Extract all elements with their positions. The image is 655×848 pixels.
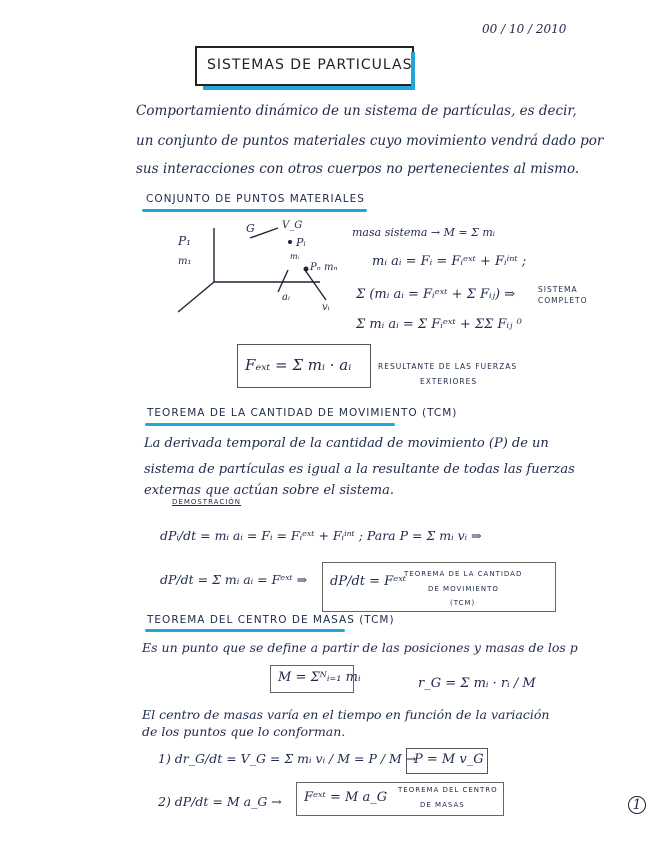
- s3-eq-a: 1) dr_G/dt = V_G = Σ mᵢ vᵢ / M = P / M →: [158, 751, 417, 766]
- s3-note-2: DE MASAS: [420, 801, 465, 809]
- s3-eq-mass: M = Σᴺᵢ₌₁ mᵢ: [278, 670, 361, 685]
- s2-note-1: TEOREMA DE LA CANTIDAD: [404, 570, 523, 578]
- s2-text-2: sistema de partículas es igual a la resultante de todas las fuerzas: [144, 462, 575, 477]
- s1-eq4: Σ mᵢ aᵢ = Σ Fᵢᵉˣᵗ + ΣΣ Fᵢⱼ ⁰: [356, 317, 522, 332]
- section3-heading: TEOREMA DEL CENTRO DE MASAS (TCM): [147, 614, 395, 626]
- s3-text2-1: El centro de masas varía en el tiempo en función de la variación: [142, 707, 550, 722]
- intro-line-2: un conjunto de puntos materiales cuyo movimiento vendrá dado por: [136, 133, 604, 149]
- label-pi: Pᵢ: [296, 236, 306, 249]
- s2-demo-label: DEMOSTRACIÓN: [172, 498, 242, 506]
- section2-underline: [145, 423, 395, 426]
- s3-eq-b: 2) dP/dt = M a_G →: [158, 794, 282, 809]
- s2-text-3: externas que actúan sobre el sistema.: [144, 483, 394, 498]
- page-title: SISTEMAS DE PARTICULAS: [207, 57, 413, 73]
- date: 00 / 10 / 2010: [482, 22, 567, 36]
- s2-eq2: dP/dt = Σ mᵢ aᵢ = Fᵉˣᵗ ⇒: [160, 572, 308, 587]
- s1-eq1: masa sistema → M = Σ mᵢ: [352, 226, 496, 239]
- label-pn: Pₙ mₙ: [310, 262, 338, 273]
- s1-eq2: mᵢ aᵢ = Fᵢ = Fᵢᵉˣᵗ + Fᵢⁱⁿᵗ ;: [372, 254, 527, 269]
- s1-note-1: RESULTANTE DE LAS FUERZAS: [378, 362, 518, 371]
- s3-eq-b-boxed: Fᵉˣᵗ = M a_G: [304, 790, 388, 805]
- s2-note-3: (TCM): [450, 599, 476, 607]
- s2-eq1: dPᵢ/dt = mᵢ aᵢ = Fᵢ = Fᵢᵉˣᵗ + Fᵢⁱⁿᵗ ; Para P = Σ mᵢ vᵢ ⇒: [160, 528, 482, 543]
- s1-eq3-note: SISTEMA COMPLETO: [538, 285, 588, 305]
- intro-line-3: sus interacciones con otros cuerpos no pertenecientes al mismo.: [136, 161, 580, 177]
- section2-heading: TEOREMA DE LA CANTIDAD DE MOVIMIENTO (TCM): [147, 407, 458, 419]
- s3-text-1: Es un punto que se define a partir de las posiciones y masas de los p: [142, 640, 578, 655]
- label-ai: aᵢ: [282, 292, 290, 303]
- s1-boxed-text: Fₑₓₜ = Σ mᵢ · aᵢ: [245, 356, 352, 374]
- s2-boxed-text: dP/dt = Fᵉˣᵗ: [330, 574, 407, 589]
- section1-heading: CONJUNTO DE PUNTOS MATERIALES: [146, 193, 365, 205]
- s1-eq3: Σ (mᵢ aᵢ = Fᵢᵉˣᵗ + Σ Fᵢⱼ) ⇒: [356, 287, 516, 302]
- intro-line-1: Comportamiento dinámico de un sistema de partículas, es decir,: [136, 103, 577, 119]
- section3-underline: [145, 629, 345, 632]
- label-vg: V_G: [282, 220, 303, 231]
- s3-text2-2: de los puntos que lo conforman.: [142, 724, 346, 739]
- s2-note-2: DE MOVIMIENTO: [428, 585, 499, 593]
- page-number: 1: [628, 796, 646, 814]
- s2-text-1: La derivada temporal de la cantidad de movimiento (P) de un: [144, 436, 549, 451]
- label-mi: mᵢ: [290, 252, 300, 261]
- s3-eq-rg: r_G = Σ mᵢ · rᵢ / M: [418, 676, 536, 691]
- label-p1: P₁: [178, 234, 191, 248]
- s3-eq-a-boxed: P = M v_G: [414, 752, 484, 767]
- s3-note-1: TEOREMA DEL CENTRO: [398, 786, 498, 794]
- label-vi: vᵢ: [322, 302, 330, 313]
- label-g: G: [246, 222, 255, 235]
- s1-note-2: EXTERIORES: [420, 377, 478, 386]
- label-m1: m₁: [178, 256, 192, 267]
